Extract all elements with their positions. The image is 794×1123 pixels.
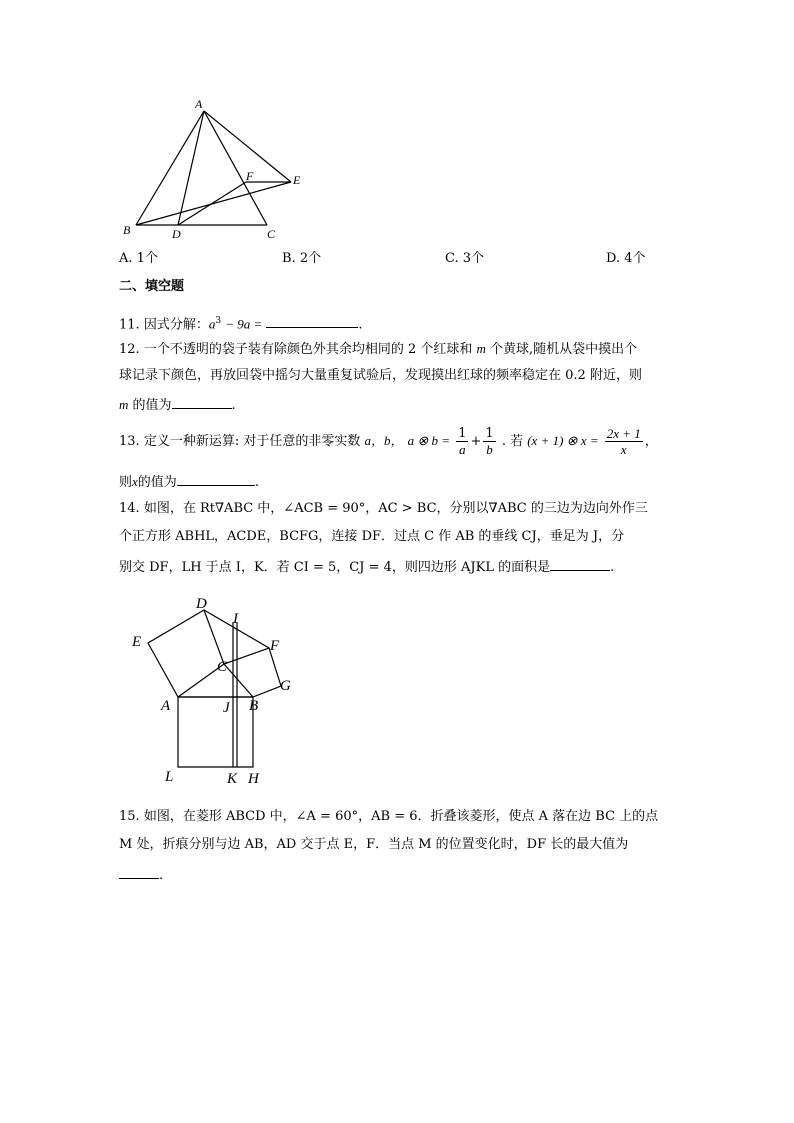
label-i: I <box>233 611 238 627</box>
q13-op-lhs: a ⊗ b = <box>407 433 451 448</box>
segment-ad <box>178 111 204 225</box>
figure-squares <box>125 590 305 790</box>
figure-triangle <box>115 95 315 240</box>
question-15-line2: M 处，折痕分别与边 AB，AD 交于点 E，F．当点 M 的位置变化时，DF 长的最大值为 <box>119 837 629 852</box>
q13-f2-num: 1 <box>485 426 494 441</box>
label-l: L <box>165 769 174 785</box>
section-title: 二、填空题 <box>119 279 185 294</box>
segment-ac <box>204 111 267 225</box>
question-15-line3 <box>119 866 163 883</box>
q13-line2-var: x <box>132 474 138 489</box>
square-acde <box>148 610 224 697</box>
q13-f2-den: b <box>486 442 493 457</box>
q13-f3-den: x <box>620 442 627 457</box>
segment-be <box>136 182 291 225</box>
q13-fraction-3 <box>605 426 643 457</box>
label-e: E <box>293 173 301 187</box>
q14-end: . <box>610 560 615 575</box>
q15-end: . <box>159 868 164 883</box>
q13-text: 定义一种新运算: 对于任意的非零实数 <box>143 434 361 449</box>
q13-answer-blank[interactable] <box>177 473 255 486</box>
option-b <box>282 252 321 266</box>
q12-answer-blank[interactable] <box>172 396 232 409</box>
segment-ab <box>136 111 204 225</box>
label-a: A <box>195 97 203 111</box>
q13-plus: + <box>470 434 482 449</box>
q13-number: 13. <box>119 434 140 449</box>
q11-end: . <box>358 317 363 333</box>
option-d <box>606 252 646 266</box>
label-b: B <box>249 698 259 714</box>
q13-f3-num: 2x + 1 <box>606 426 641 441</box>
label-j: J <box>223 700 230 716</box>
option-c <box>445 252 484 266</box>
q13-comma: ， <box>644 434 658 449</box>
q12-line3b: 的值为 <box>132 398 172 413</box>
question-11 <box>119 314 363 332</box>
segment-df <box>178 182 246 225</box>
q13-line2: 则 <box>119 475 133 490</box>
q11-expr-rest: − 9a = <box>225 316 263 332</box>
q12-end: . <box>231 398 236 413</box>
option-c-key: C. <box>445 251 459 266</box>
q13-fraction-2 <box>483 426 495 457</box>
q11-number: 11. <box>119 317 140 333</box>
q13-line2b: 的值为 <box>137 475 177 490</box>
q15-line1: 如图，在菱形 ABCD 中，∠A = 60°，AB = 6．折叠该菱形，使点 A 落在边 BC 上的点 <box>143 809 659 824</box>
q11-text: 因式分解： <box>143 317 209 333</box>
label-b: B <box>123 223 131 237</box>
q13-vars: a，b， <box>364 433 404 448</box>
option-d-key: D. <box>606 251 621 266</box>
question-12-line1 <box>119 342 637 357</box>
q12-var: m <box>476 341 486 356</box>
label-d: D <box>196 596 207 612</box>
option-b-text: 2个 <box>299 251 322 266</box>
option-c-text: 3个 <box>462 251 485 266</box>
question-13-line2 <box>119 473 259 490</box>
q11-expr-exp: 3 <box>215 316 222 326</box>
q15-number: 15. <box>119 809 140 824</box>
q12-line1: 一个不透明的袋子装有除颜色外其余均相同的 2 个红球和 <box>143 342 473 357</box>
q13-end: . <box>254 475 259 490</box>
label-d: D <box>172 227 181 240</box>
q12-number: 12. <box>119 342 140 357</box>
q14-line1: 如图，在 Rt∇ABC 中，∠ACB = 90°，AC > BC，分别以∇ABC 的三边为边向外作三 <box>143 501 648 516</box>
label-g: G <box>280 678 291 694</box>
label-h: H <box>248 771 259 787</box>
label-c: C <box>217 659 228 675</box>
question-12-line2: 球记录下颜色，再放回袋中摇匀大量重复试验后，发现摸出红球的频率稳定在 0.2 附近，则 <box>119 368 642 383</box>
q11-answer-blank[interactable] <box>266 315 358 328</box>
q14-number: 14. <box>119 501 140 516</box>
q13-f1-num: 1 <box>458 426 467 441</box>
question-15-line1 <box>119 810 658 824</box>
q13-mid: . 若 <box>501 434 524 449</box>
option-a <box>119 252 158 266</box>
option-a-text: 1个 <box>136 251 158 266</box>
question-13-line1 <box>119 422 658 461</box>
option-a-key: A. <box>119 251 133 266</box>
q15-answer-blank[interactable] <box>119 866 159 879</box>
question-14-line3 <box>119 558 614 575</box>
option-d-text: 4个 <box>624 251 646 266</box>
label-f: F <box>270 638 280 654</box>
label-a: A <box>161 698 171 714</box>
question-14-line2: 个正方形 ABHL，ACDE，BCFG，连接 DF．过点 C 作 AB 的垂线 CJ，垂足为 J，分 <box>119 529 625 544</box>
q14-line3: 别交 DF，LH 于点 I，K．若 CI = 5，CJ = 4，则四边形 AJKL 的面积是 <box>119 560 551 575</box>
label-c: C <box>267 227 276 240</box>
q12-var-2: m <box>119 397 129 412</box>
question-14-line1 <box>119 502 648 516</box>
option-b-key: B. <box>282 251 296 266</box>
q13-f1-den: a <box>459 442 466 457</box>
q13-fraction-1 <box>456 426 468 457</box>
q11-expr-a: a <box>208 316 216 332</box>
label-f: F <box>246 169 254 183</box>
q12-line1b: 个黄球,随机从袋中摸出个 <box>490 342 638 357</box>
label-k: K <box>227 771 238 787</box>
square-abhl <box>178 697 253 767</box>
q14-answer-blank[interactable] <box>550 558 610 571</box>
question-12-line3 <box>119 396 236 413</box>
label-e: E <box>132 634 142 650</box>
q13-op2-lhs: (x + 1) ⊗ x = <box>527 433 599 448</box>
